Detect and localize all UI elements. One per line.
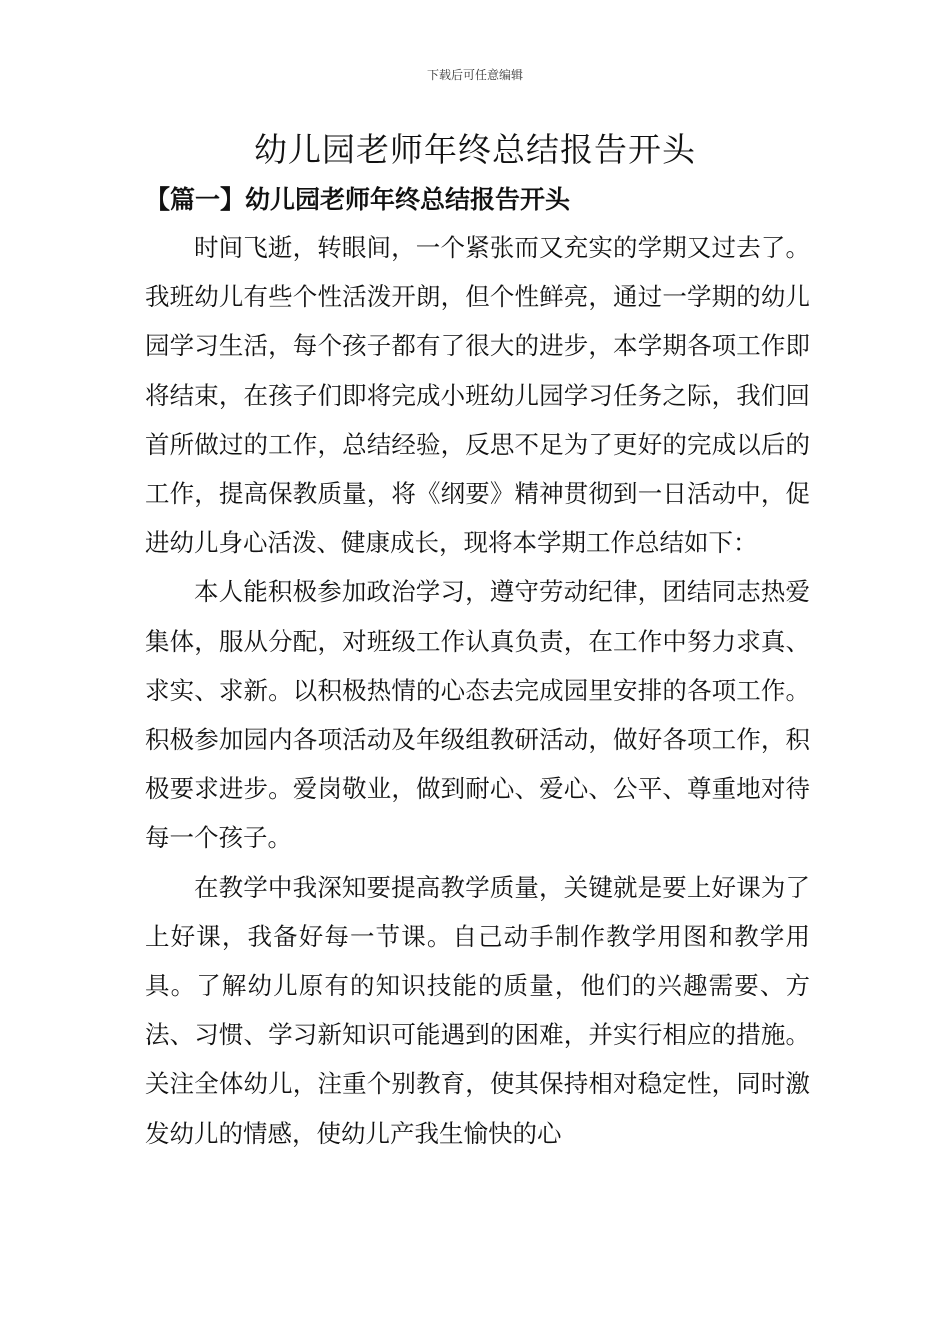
document-title: 幼儿园老师年终总结报告开头 [254,130,696,169]
paragraph-2: 本人能积极参加政治学习，遵守劳动纪律，团结同志热爱集体，服从分配，对班级工作认真负责，在工作中努力求真、求实、求新。以积极热情的心态去完成园里安排的各项工作。积极参加园内各项活动及年级组教研活动，做好各项工作，积极要求进步。爱岗敬业，做到耐心、爱心、公平、尊重地对待每一个孩子。 [145,577,810,853]
document-body [145,223,810,1158]
paragraph-3: 在教学中我深知要提高教学质量，关键就是要上好课为了上好课，我备好每一节课。自己动手制作教学用图和教学用具。了解幼儿原有的知识技能的质量，他们的兴趣需要、方法、习惯、学习新知识可能遇到的困难，并实行相应的措施。关注全体幼儿，注重个别教育，使其保持相对稳定性，同时激发幼儿的情感，使幼儿产我生愉快的心 [145,872,810,1148]
header-note: 下载后可任意编辑 [426,68,523,82]
paragraph-1: 时间飞逝，转眼间，一个紧张而又充实的学期又过去了。我班幼儿有些个性活泼开朗，但个性鲜亮，通过一学期的幼儿园学习生活，每个孩子都有了很大的进步，本学期各项工作即将结束，在孩子们即将完成小班幼儿园学习任务之际，我们回首所做过的工作，总结经验，反思不足为了更好的完成以后的工作，提高保教质量，将《纲要》精神贯彻到一日活动中，促进幼儿身心活泼、健康成长，现将本学期工作总结如下： [145,233,810,558]
section-heading: 【篇一】幼儿园老师年终总结报告开头 [145,185,571,214]
